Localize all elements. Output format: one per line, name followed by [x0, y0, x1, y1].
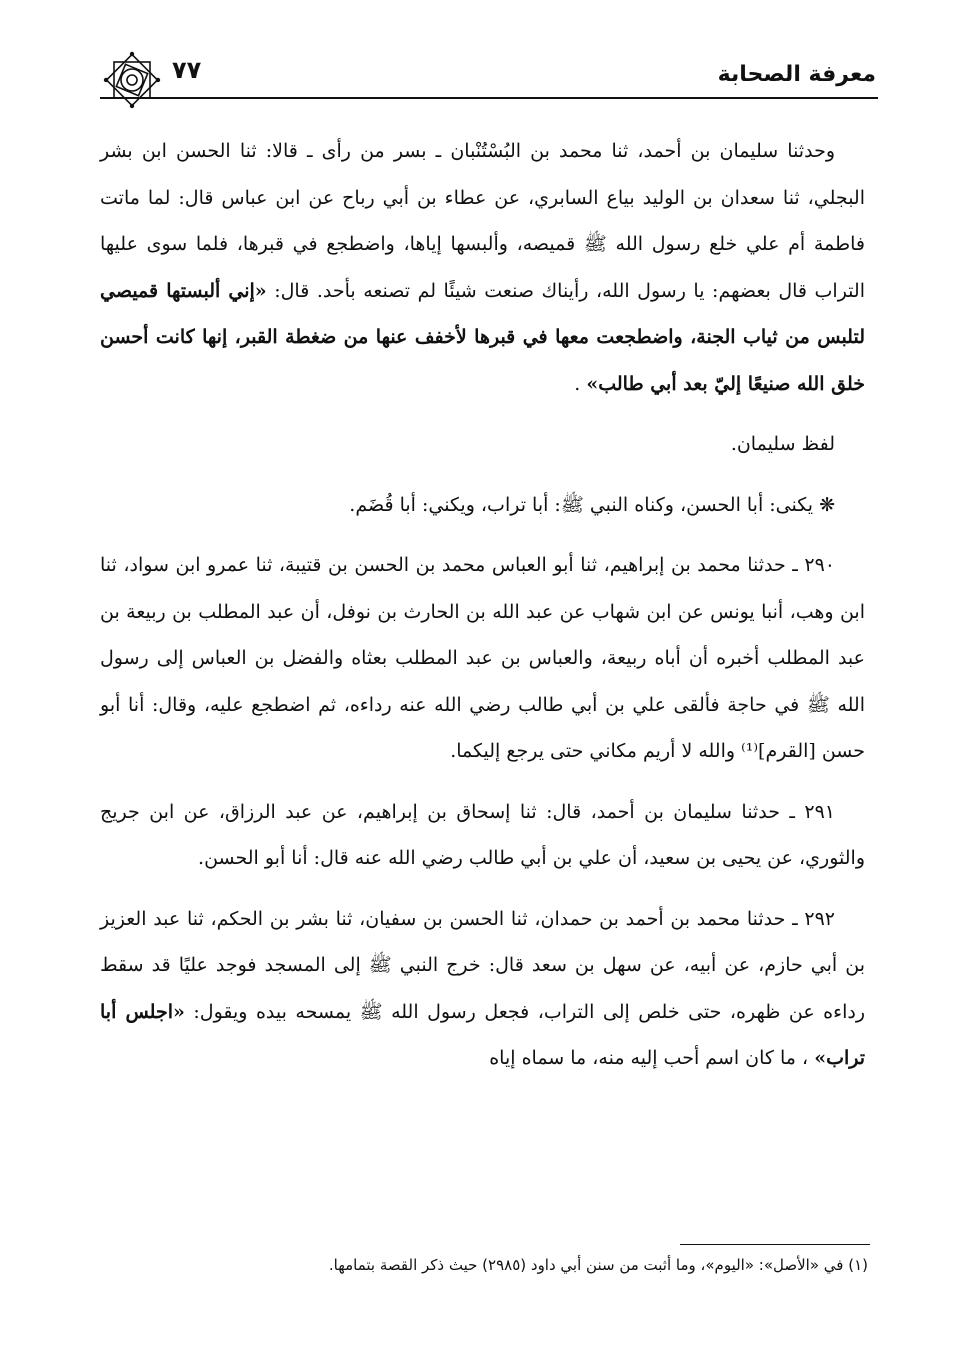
text-run: ٢٩٠ ـ حدثنا محمد بن إبراهيم، ثنا أبو العباس محمد بن الحسن بن قتيبة، ثنا عمرو ابن سواد، ثنا ابن وهب، أنبا يونس عن ابن شهاب عن عبد الله بن الحارث بن نوفل، أن عبد المطلب بن ربيعة بن عبد المطلب أخبره أن أباه ربيعة، والعباس بن عبد المطلب بعثاه والفضل بن العباس إلى رسول الله ﷺ في حاجة فألقى علي بن أبي طالب رضي الله عنه رداءه، ثم اضطجع عليه، وقال: أنا أبو حسن [القرم]⁽¹⁾ والله لا أريم مكاني حتى يرجع إليكما. [100, 554, 865, 762]
hadith-291 [100, 789, 865, 882]
star-ornament-icon [100, 48, 164, 112]
paragraph-note [100, 421, 865, 468]
text-run: ٢٩٢ ـ حدثنا محمد بن أحمد بن حمدان، ثنا الحسن بن سفيان، ثنا بشر بن الحكم، ثنا عبد العزيز بن أبي حازم، عن أبيه، عن سهل بن سعد قال: خرج النبي ﷺ إلى المسجد فوجد عليًا قد سقط رداءه عن ظهره، حتى خلص إلى التراب، فجعل رسول الله ﷺ يمسحه بيده ويقول: [100, 907, 865, 1023]
text-run: لفظ سليمان. [730, 433, 835, 455]
page-header [100, 48, 878, 98]
footnote: (١) في «الأصل»: «اليوم»، وما أثبت من سنن أبي داود (٢٩٨٥) حيث ذكر القصة بتمامها. [328, 1256, 868, 1274]
hadith-292 [100, 896, 865, 1082]
running-title: معرفة الصحابة [717, 62, 876, 87]
text-run: . [574, 372, 581, 395]
footnote-rule [680, 1244, 870, 1245]
header-rule [100, 97, 878, 99]
text-run: وحدثنا سليمان بن أحمد، ثنا محمد بن البُسْتُنْبان ـ بسر من رأى ـ قالا: ثنا الحسن ابن بشر البجلي، ثنا سعدان بن الوليد بياع السابري، عن عطاء بن أبي رباح عن ابن عباس قال: لما ماتت فاطمة أم علي خلع رسول الله ﷺ قميصه، وألبسها إياها، واضطجع في قبرها، فلما سوى عليها التراب قال بعضهم: يا رسول الله، رأيناك صنعت شيئًا لم تصنعه بأحد. قال: [100, 140, 865, 302]
text-run: ، ما كان اسم أحب إليه منه، ما سماه إياه [489, 1047, 809, 1069]
paragraph-kunya [100, 482, 865, 529]
paragraph-intro [100, 128, 865, 407]
hadith-290 [100, 542, 865, 775]
hadith-quote: «إني ألبستها قميصي لتلبس من ثياب الجنة، واضطجعت معها في قبرها لأخفف عنها من ضغطة القبر، إنها كانت أحسن خلق الله صنيعًا إليّ بعد أبي طالب» [100, 279, 865, 395]
text-run: ❋ يكنى: أبا الحسن، وكناه النبي ﷺ: أبا تراب، ويكني: أبا قُضَم. [349, 493, 835, 516]
text-run: ٢٩١ ـ حدثنا سليمان بن أحمد، قال: ثنا إسحاق بن إبراهيم، عن عبد الرزاق، عن ابن جريج والثوري، عن يحيى بن سعيد، أن علي بن أبي طالب رضي الله عنه قال: أنا أبو الحسن. [100, 800, 865, 869]
hadith-quote: «اجلس أبا تراب» [100, 1000, 865, 1069]
body-text [100, 128, 865, 1096]
page-number: ٧٧ [172, 56, 202, 84]
